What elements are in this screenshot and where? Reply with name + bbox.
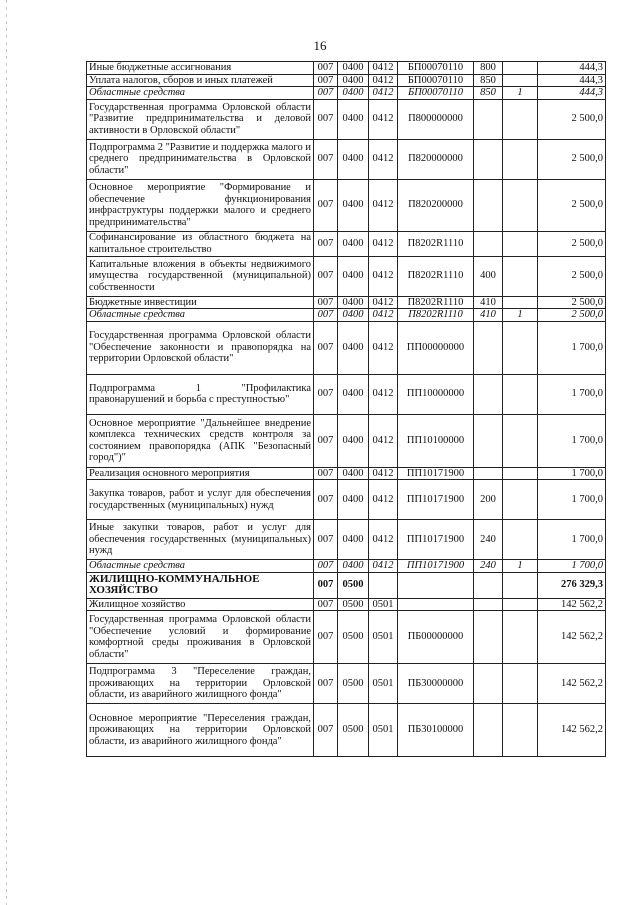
funding-source-code [503, 598, 538, 611]
item-name: Областные средства [87, 87, 314, 100]
amount: 1 700,0 [538, 321, 606, 374]
subsection-code: 0412 [369, 139, 398, 179]
funding-source-code [503, 179, 538, 231]
grbs-code: 007 [314, 256, 338, 296]
target-article-code: ПБ30100000 [398, 704, 474, 757]
subsection-code: 0412 [369, 321, 398, 374]
table-row [87, 374, 606, 414]
item-name: Областные средства [87, 309, 314, 322]
item-name: Уплата налогов, сборов и иных платежей [87, 74, 314, 87]
funding-source-code [503, 467, 538, 480]
funding-source-code [503, 664, 538, 704]
expense-type-code [474, 611, 503, 664]
section-code: 0500 [338, 704, 369, 757]
target-article-code: П820000000 [398, 139, 474, 179]
item-name: Капитальные вложения в объекты недвижимого имущества государственной (муниципальной) собственности [87, 256, 314, 296]
grbs-code: 007 [314, 598, 338, 611]
table-row [87, 611, 606, 664]
expense-type-code: 240 [474, 520, 503, 560]
table-row [87, 74, 606, 87]
grbs-code: 007 [314, 560, 338, 573]
target-article-code [398, 572, 474, 598]
grbs-code: 007 [314, 704, 338, 757]
grbs-code: 007 [314, 99, 338, 139]
funding-source-code [503, 480, 538, 520]
subsection-code [369, 572, 398, 598]
subsection-code: 0412 [369, 309, 398, 322]
grbs-code: 007 [314, 62, 338, 75]
funding-source-code [503, 74, 538, 87]
section-code: 0400 [338, 99, 369, 139]
section-code: 0400 [338, 256, 369, 296]
grbs-code: 007 [314, 414, 338, 467]
target-article-code: ПП10000000 [398, 374, 474, 414]
subsection-code: 0412 [369, 296, 398, 309]
grbs-code: 007 [314, 309, 338, 322]
expense-type-code [474, 139, 503, 179]
item-name: ЖИЛИЩНО-КОММУНАЛЬНОЕ ХОЗЯЙСТВО [87, 572, 314, 598]
section-code: 0400 [338, 467, 369, 480]
target-article-code: П8202R1110 [398, 296, 474, 309]
funding-source-code [503, 231, 538, 256]
funding-source-code: 1 [503, 309, 538, 322]
item-name: Жилищное хозяйство [87, 598, 314, 611]
funding-source-code [503, 321, 538, 374]
item-name: Подпрограмма 1 "Профилактика правонарушений и борьба с преступностью" [87, 374, 314, 414]
amount: 444,3 [538, 62, 606, 75]
table-row [87, 321, 606, 374]
funding-source-code [503, 611, 538, 664]
table-row [87, 704, 606, 757]
amount: 1 700,0 [538, 480, 606, 520]
funding-source-code [503, 99, 538, 139]
funding-source-code: 1 [503, 560, 538, 573]
expense-type-code [474, 598, 503, 611]
expense-type-code [474, 572, 503, 598]
expense-type-code: 200 [474, 480, 503, 520]
table-row [87, 99, 606, 139]
table-row [87, 414, 606, 467]
table-row [87, 480, 606, 520]
table-row [87, 309, 606, 322]
subsection-code: 0412 [369, 480, 398, 520]
funding-source-code [503, 704, 538, 757]
amount: 142 562,2 [538, 664, 606, 704]
item-name: Реализация основного мероприятия [87, 467, 314, 480]
item-name: Закупка товаров, работ и услуг для обеспечения государственных (муниципальных) нужд [87, 480, 314, 520]
amount: 2 500,0 [538, 139, 606, 179]
grbs-code: 007 [314, 572, 338, 598]
amount: 2 500,0 [538, 231, 606, 256]
amount: 2 500,0 [538, 256, 606, 296]
expense-type-code: 850 [474, 74, 503, 87]
target-article-code: ПП10171900 [398, 520, 474, 560]
section-code: 0400 [338, 87, 369, 100]
expense-type-code: 410 [474, 309, 503, 322]
grbs-code: 007 [314, 179, 338, 231]
table-row [87, 256, 606, 296]
table-row [87, 520, 606, 560]
section-code: 0400 [338, 231, 369, 256]
target-article-code: ПП10171900 [398, 467, 474, 480]
funding-source-code [503, 520, 538, 560]
table-row [87, 87, 606, 100]
grbs-code: 007 [314, 321, 338, 374]
target-article-code [398, 598, 474, 611]
grbs-code: 007 [314, 374, 338, 414]
grbs-code: 007 [314, 520, 338, 560]
subsection-code: 0501 [369, 664, 398, 704]
subsection-code: 0412 [369, 414, 398, 467]
item-name: Подпрограмма 3 "Переселение граждан, проживающих на территории Орловской области, из аварийного жилищного фонда" [87, 664, 314, 704]
expense-type-code [474, 704, 503, 757]
expense-type-code [474, 467, 503, 480]
table-row [87, 598, 606, 611]
target-article-code: БП00070110 [398, 74, 474, 87]
funding-source-code [503, 572, 538, 598]
subsection-code: 0412 [369, 560, 398, 573]
section-code: 0400 [338, 139, 369, 179]
expense-type-code: 410 [474, 296, 503, 309]
subsection-code: 0501 [369, 611, 398, 664]
target-article-code: ПП10171900 [398, 480, 474, 520]
grbs-code: 007 [314, 296, 338, 309]
amount: 2 500,0 [538, 296, 606, 309]
expense-type-code: 800 [474, 62, 503, 75]
table-row [87, 560, 606, 573]
section-code: 0400 [338, 74, 369, 87]
target-article-code: ПБ00000000 [398, 611, 474, 664]
expense-type-code: 240 [474, 560, 503, 573]
target-article-code: ПП10100000 [398, 414, 474, 467]
funding-source-code [503, 414, 538, 467]
item-name: Государственная программа Орловской области "Развитие предпринимательства и деловой активности в Орловской области" [87, 99, 314, 139]
section-code: 0500 [338, 611, 369, 664]
budget-table-body [87, 62, 606, 757]
amount: 1 700,0 [538, 374, 606, 414]
grbs-code: 007 [314, 87, 338, 100]
grbs-code: 007 [314, 480, 338, 520]
grbs-code: 007 [314, 467, 338, 480]
expense-type-code: 850 [474, 87, 503, 100]
subsection-code: 0412 [369, 374, 398, 414]
item-name: Иные закупки товаров, работ и услуг для обеспечения государственных (муниципальных) нужд [87, 520, 314, 560]
item-name: Основное мероприятие "Переселения граждан, проживающих на территории Орловской области, из аварийного жилищного фонда" [87, 704, 314, 757]
subsection-code: 0501 [369, 704, 398, 757]
funding-source-code [503, 256, 538, 296]
section-code: 0400 [338, 309, 369, 322]
table-row [87, 467, 606, 480]
amount: 1 700,0 [538, 520, 606, 560]
section-code: 0500 [338, 664, 369, 704]
grbs-code: 007 [314, 74, 338, 87]
funding-source-code: 1 [503, 87, 538, 100]
amount: 2 500,0 [538, 179, 606, 231]
subsection-code: 0412 [369, 74, 398, 87]
amount: 142 562,2 [538, 611, 606, 664]
table-row [87, 664, 606, 704]
target-article-code: П8202R1110 [398, 231, 474, 256]
subsection-code: 0412 [369, 231, 398, 256]
subsection-code: 0412 [369, 520, 398, 560]
amount: 1 700,0 [538, 560, 606, 573]
target-article-code: ПБ30000000 [398, 664, 474, 704]
target-article-code: ПП10171900 [398, 560, 474, 573]
grbs-code: 007 [314, 231, 338, 256]
funding-source-code [503, 62, 538, 75]
grbs-code: 007 [314, 664, 338, 704]
grbs-code: 007 [314, 139, 338, 179]
table-row [87, 139, 606, 179]
subsection-code: 0412 [369, 467, 398, 480]
budget-table [86, 61, 606, 757]
amount: 444,3 [538, 74, 606, 87]
item-name: Бюджетные инвестиции [87, 296, 314, 309]
section-code: 0400 [338, 321, 369, 374]
amount: 1 700,0 [538, 414, 606, 467]
target-article-code: П800000000 [398, 99, 474, 139]
target-article-code: П8202R1110 [398, 256, 474, 296]
item-name: Иные бюджетные ассигнования [87, 62, 314, 75]
subsection-code: 0412 [369, 87, 398, 100]
funding-source-code [503, 296, 538, 309]
item-name: Подпрограмма 2 "Развитие и поддержка малого и среднего предпринимательства в Орловской области" [87, 139, 314, 179]
section-code: 0500 [338, 572, 369, 598]
section-code: 0400 [338, 480, 369, 520]
amount: 142 562,2 [538, 704, 606, 757]
funding-source-code [503, 374, 538, 414]
section-code: 0400 [338, 520, 369, 560]
expense-type-code [474, 321, 503, 374]
page-number: 16 [313, 38, 327, 53]
table-row [87, 231, 606, 256]
amount: 1 700,0 [538, 467, 606, 480]
section-code: 0400 [338, 296, 369, 309]
expense-type-code [474, 664, 503, 704]
section-code: 0400 [338, 62, 369, 75]
expense-type-code [474, 99, 503, 139]
table-row [87, 62, 606, 75]
section-code: 0400 [338, 374, 369, 414]
section-code: 0400 [338, 560, 369, 573]
amount: 2 500,0 [538, 309, 606, 322]
scan-margin-line [6, 0, 7, 905]
item-name: Софинансирование из областного бюджета на капитальное строительство [87, 231, 314, 256]
target-article-code: БП00070110 [398, 62, 474, 75]
section-code: 0400 [338, 414, 369, 467]
funding-source-code [503, 139, 538, 179]
subsection-code: 0501 [369, 598, 398, 611]
expense-type-code [474, 231, 503, 256]
target-article-code: П8202R1110 [398, 309, 474, 322]
amount: 276 329,3 [538, 572, 606, 598]
item-name: Основное мероприятие "Дальнейшее внедрение комплекса технических средств контроля за состоянием правопорядка (АПК "Безопасный город")" [87, 414, 314, 467]
item-name: Основное мероприятие "Формирование и обеспечение функционирования инфраструктуры поддержки малого и среднего предпринимательства" [87, 179, 314, 231]
table-row [87, 572, 606, 598]
target-article-code: БП00070110 [398, 87, 474, 100]
amount: 444,3 [538, 87, 606, 100]
target-article-code: П820200000 [398, 179, 474, 231]
amount: 2 500,0 [538, 99, 606, 139]
section-code: 0500 [338, 598, 369, 611]
item-name: Областные средства [87, 560, 314, 573]
table-row [87, 179, 606, 231]
subsection-code: 0412 [369, 179, 398, 231]
expense-type-code [474, 179, 503, 231]
expense-type-code: 400 [474, 256, 503, 296]
target-article-code: ПП00000000 [398, 321, 474, 374]
item-name: Государственная программа Орловской области "Обеспечение законности и правопорядка на территории Орловской области" [87, 321, 314, 374]
item-name: Государственная программа Орловской области "Обеспечение условий и формирование комфортной среды проживания в Орловской области" [87, 611, 314, 664]
subsection-code: 0412 [369, 62, 398, 75]
subsection-code: 0412 [369, 256, 398, 296]
subsection-code: 0412 [369, 99, 398, 139]
section-code: 0400 [338, 179, 369, 231]
expense-type-code [474, 374, 503, 414]
table-row [87, 296, 606, 309]
grbs-code: 007 [314, 611, 338, 664]
amount: 142 562,2 [538, 598, 606, 611]
expense-type-code [474, 414, 503, 467]
